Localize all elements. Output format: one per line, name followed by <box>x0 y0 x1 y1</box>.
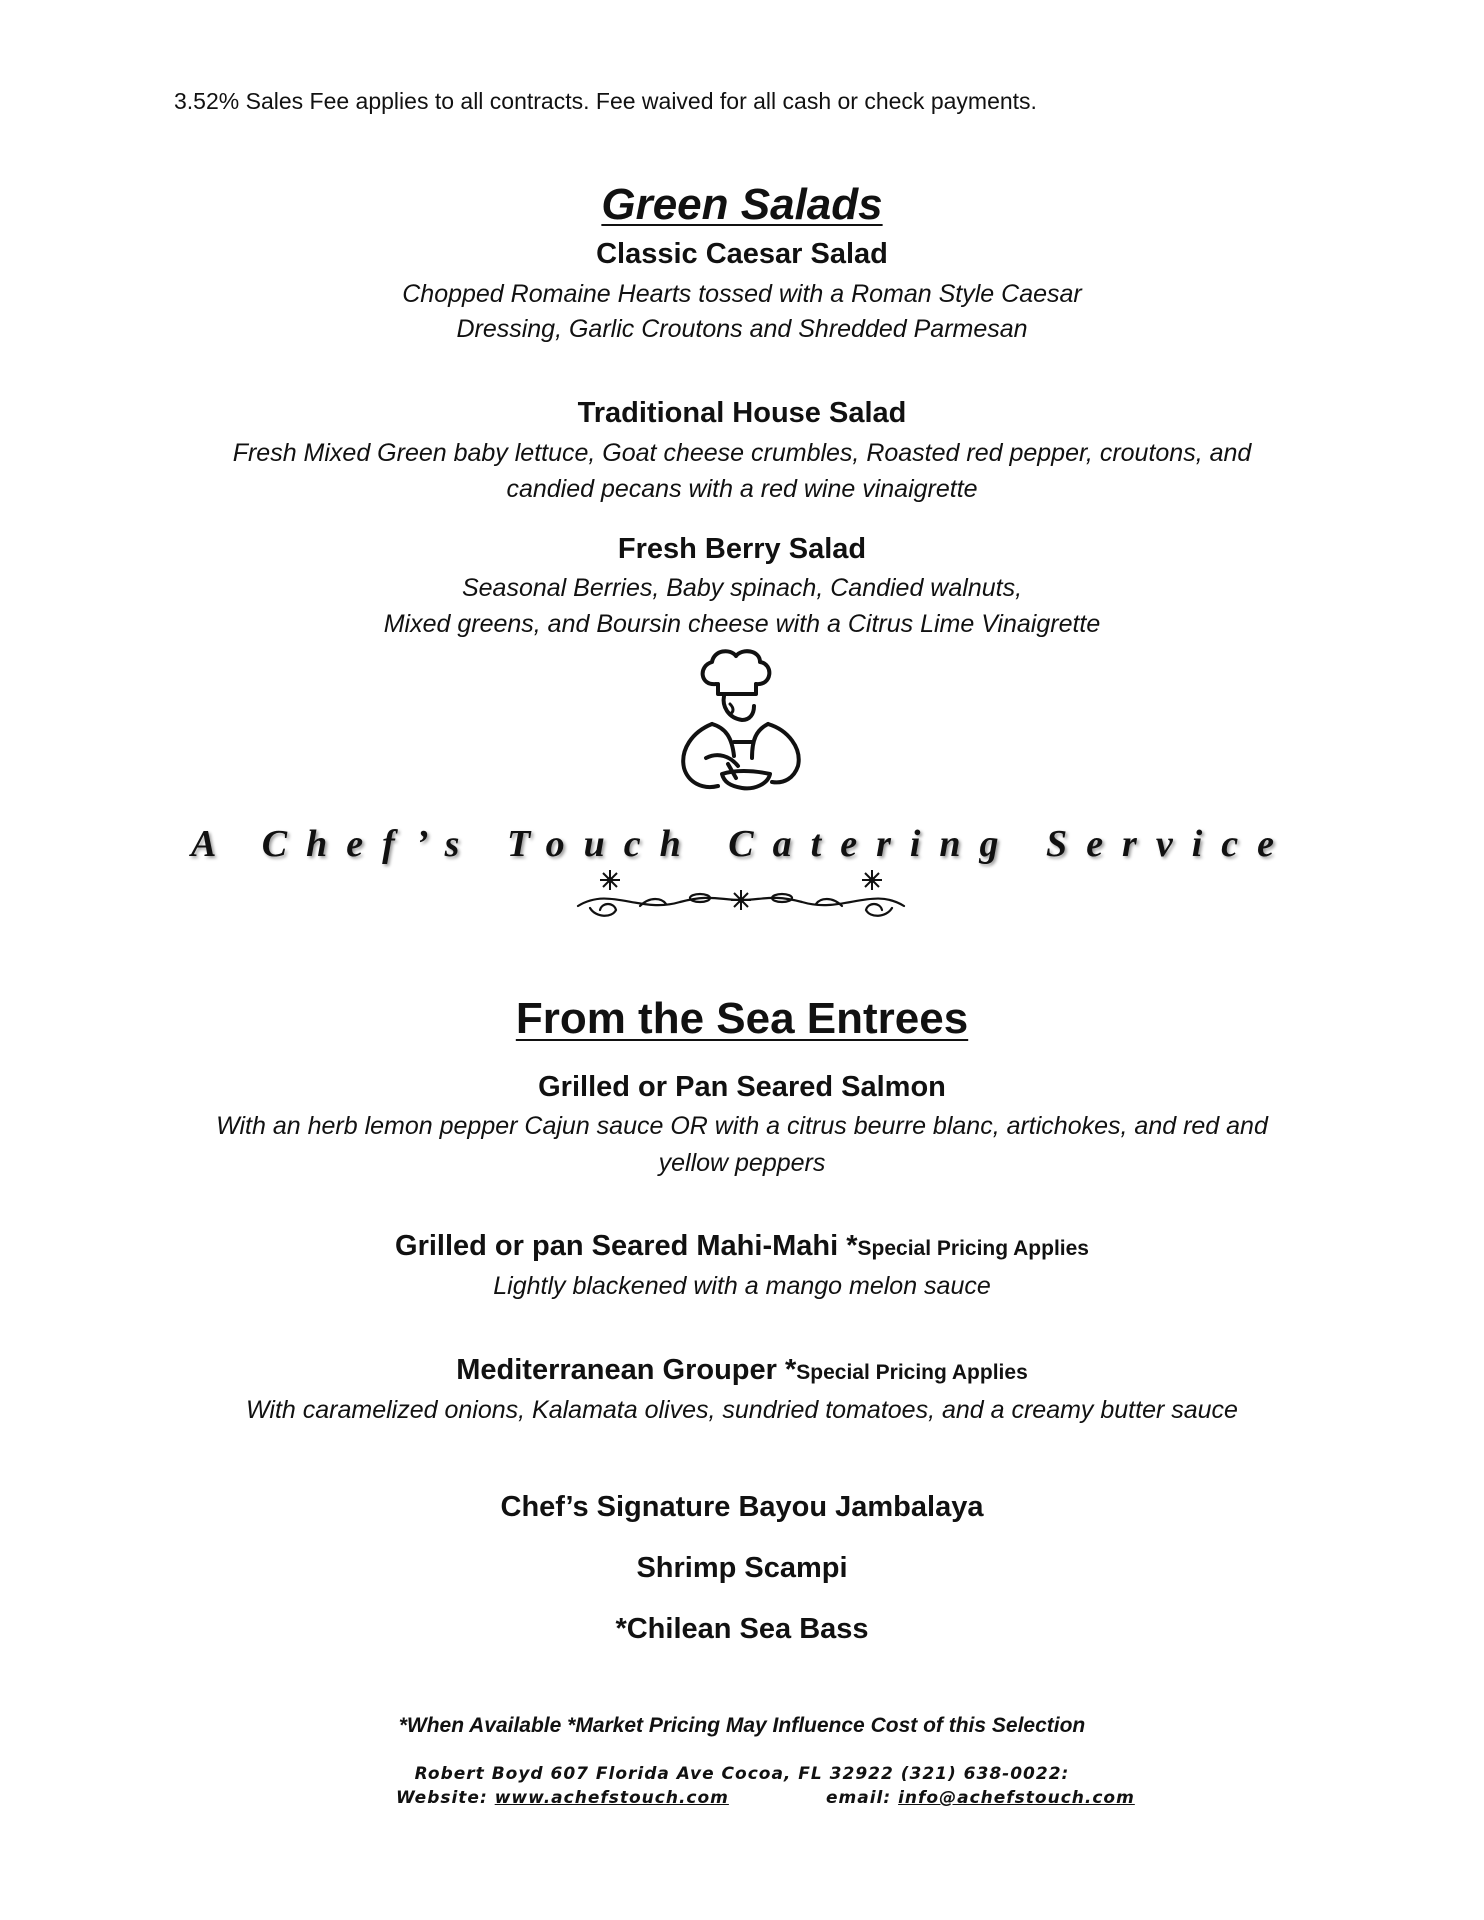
website-label: Website: <box>396 1788 488 1808</box>
floral-ornament-icon <box>570 866 912 924</box>
chilean-sea-bass-name: *Chilean Sea Bass <box>615 1613 869 1645</box>
website-line <box>396 1788 729 1808</box>
house-salad-name: Traditional House Salad <box>577 397 907 429</box>
jambalaya-name: Chef’s Signature Bayou Jambalaya <box>500 1491 984 1523</box>
grouper-heading <box>0 1354 1484 1387</box>
mahi-mahi-heading <box>0 1230 1484 1263</box>
sales-fee-notice: 3.52% Sales Fee applies to all contracts. Fee waived for all cash or check payments. <box>174 88 1037 114</box>
market-pricing-footnote: *When Available *Market Pricing May Influence Cost of this Selection <box>398 1714 1086 1737</box>
house-salad-desc-1: Fresh Mixed Green baby lettuce, Goat cheese crumbles, Roasted red pepper, croutons, and <box>232 439 1252 467</box>
house-salad-desc-2: candied pecans with a red wine vinaigrette <box>506 475 978 503</box>
email-label: email: <box>826 1788 892 1808</box>
caesar-salad-name: Classic Caesar Salad <box>596 238 888 270</box>
email-link[interactable]: info@achefstouch.com <box>898 1788 1135 1808</box>
salmon-desc-2: yellow peppers <box>658 1149 826 1177</box>
mahi-mahi-desc: Lightly blackened with a mango melon sauce <box>493 1272 991 1300</box>
mahi-mahi-name: Grilled or pan Seared Mahi-Mahi * <box>395 1230 858 1262</box>
berry-salad-desc-1: Seasonal Berries, Baby spinach, Candied walnuts, <box>461 574 1023 602</box>
caesar-salad-desc-2: Dressing, Garlic Croutons and Shredded Parmesan <box>456 315 1028 343</box>
mahi-mahi-special-note: Special Pricing Applies <box>857 1237 1089 1260</box>
green-salads-title: Green Salads <box>601 180 883 229</box>
salmon-name: Grilled or Pan Seared Salmon <box>538 1071 946 1103</box>
grouper-desc: With caramelized onions, Kalamata olives, sundried tomatoes, and a creamy butter sauce <box>246 1396 1238 1424</box>
shrimp-scampi-name: Shrimp Scampi <box>636 1552 848 1584</box>
contact-address: Robert Boyd 607 Florida Ave Cocoa, FL 32922 (321) 638-0022: <box>414 1764 1070 1784</box>
grouper-special-note: Special Pricing Applies <box>796 1361 1028 1384</box>
grouper-name: Mediterranean Grouper * <box>456 1354 797 1386</box>
caesar-salad-desc-1: Chopped Romaine Hearts tossed with a Roman Style Caesar <box>402 280 1082 308</box>
website-link[interactable]: www.achefstouch.com <box>494 1788 729 1808</box>
berry-salad-name: Fresh Berry Salad <box>617 533 867 565</box>
berry-salad-desc-2: Mixed greens, and Boursin cheese with a Citrus Lime Vinaigrette <box>383 610 1101 638</box>
brand-name: A Chef’s Touch Catering Service <box>190 823 1294 865</box>
email-line <box>826 1788 1135 1808</box>
chef-logo-icon <box>672 646 812 794</box>
sea-entrees-title: From the Sea Entrees <box>515 994 969 1043</box>
salmon-desc-1: With an herb lemon pepper Cajun sauce OR with a citrus beurre blanc, artichokes, and red and <box>216 1112 1268 1140</box>
